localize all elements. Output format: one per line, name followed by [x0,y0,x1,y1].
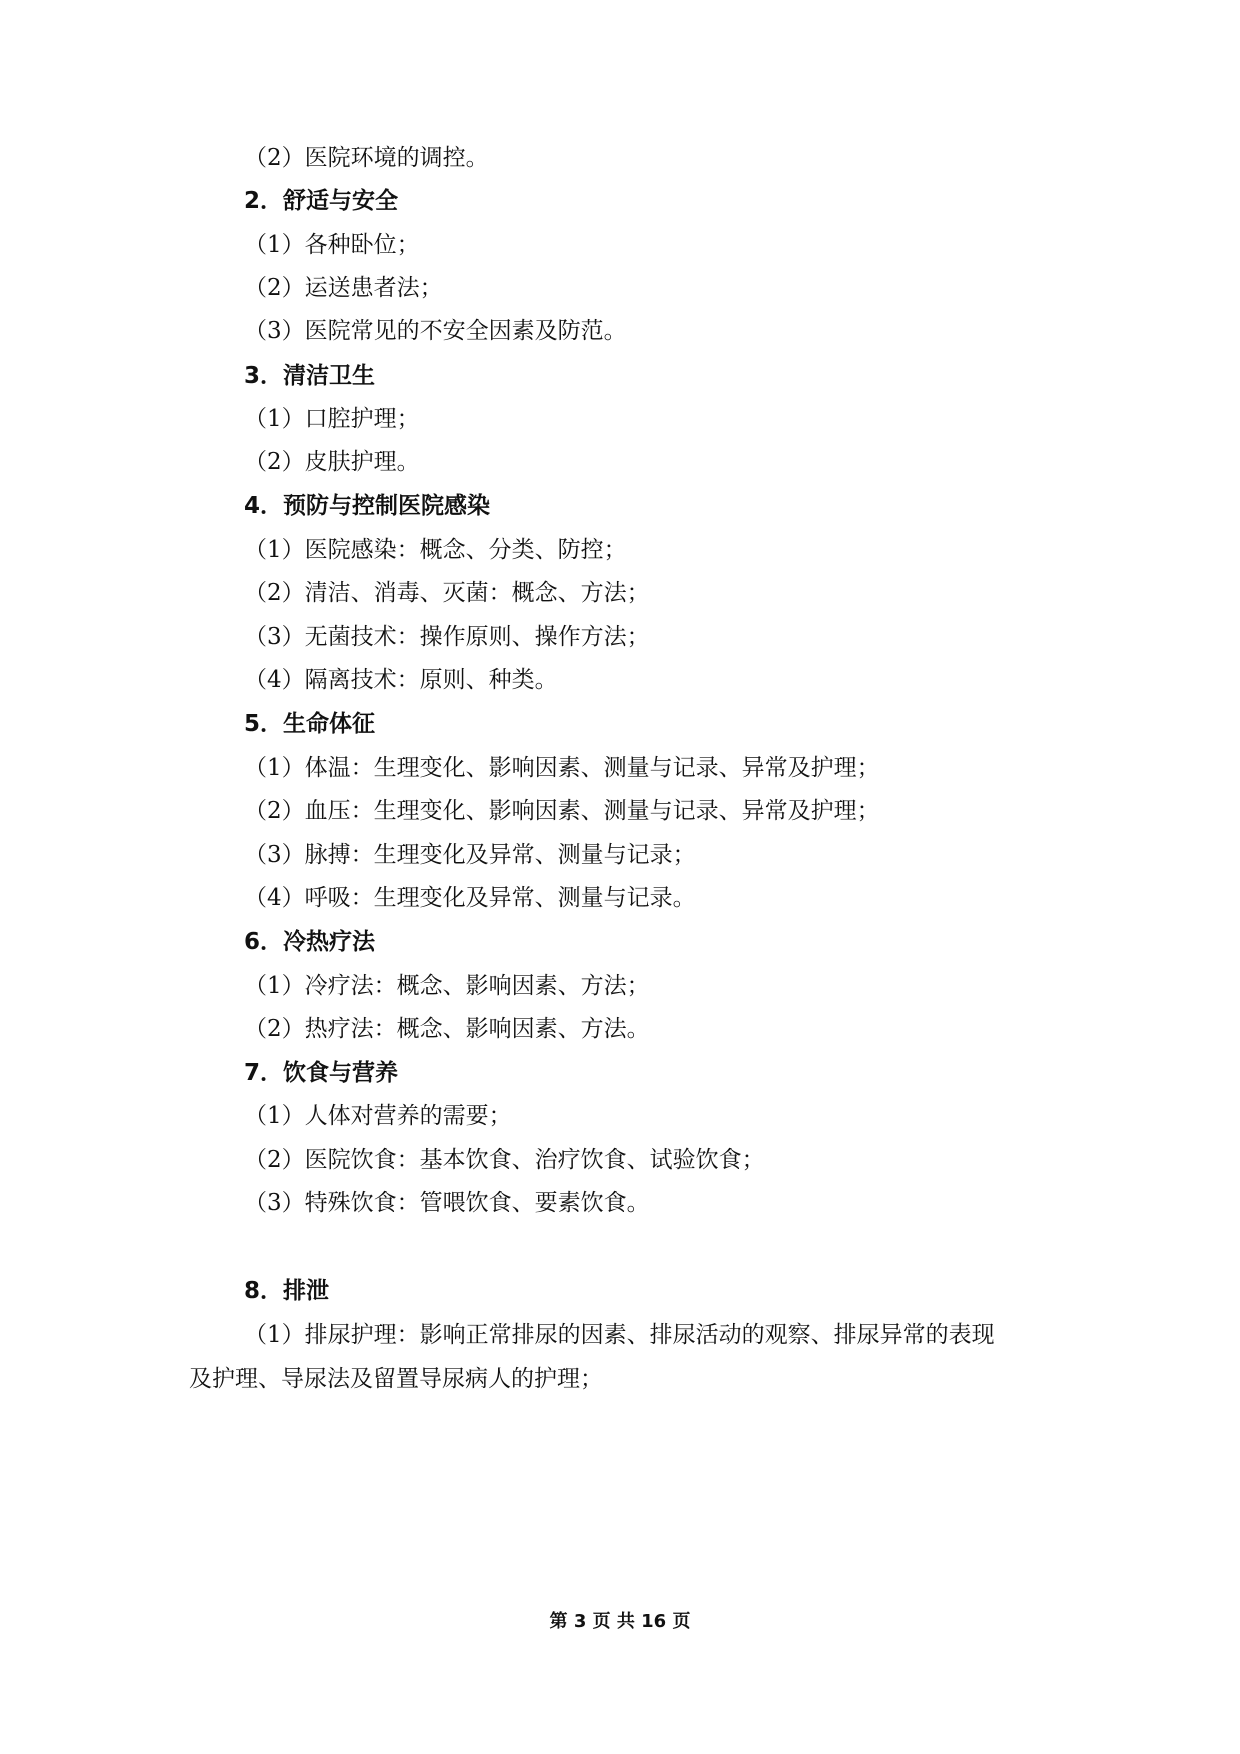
section-heading: 8．排泄 [244,1278,330,1304]
list-item: （4）呼吸：生理变化及异常、测量与记录。 [244,885,696,911]
paragraph-line: （1）排尿护理：影响正常排尿的因素、排尿活动的观察、排尿异常的表现 [244,1322,995,1348]
section-heading: 5．生命体征 [244,711,376,737]
list-item: （4）隔离技术：原则、种类。 [244,667,558,693]
list-item: （3）无菌技术：操作原则、操作方法； [244,624,650,650]
paragraph-line: 及护理、导尿法及留置导尿病人的护理； [189,1366,603,1392]
list-item: （1）各种卧位； [244,232,420,258]
section-heading: 6．冷热疗法 [244,929,376,955]
section-heading: 7．饮食与营养 [244,1060,399,1086]
list-item: （1）体温：生理变化、影响因素、测量与记录、异常及护理； [244,755,880,781]
list-item: （2）医院饮食：基本饮食、治疗饮食、试验饮食； [244,1147,765,1173]
list-item: （2）清洁、消毒、灭菌：概念、方法； [244,580,650,606]
list-item: （1）人体对营养的需要； [244,1103,512,1129]
list-item: （3）脉搏：生理变化及异常、测量与记录； [244,842,696,868]
list-item: （2）血压：生理变化、影响因素、测量与记录、异常及护理； [244,798,880,824]
list-item: （2）热疗法：概念、影响因素、方法。 [244,1016,650,1042]
list-item: （1）口腔护理； [244,406,420,432]
section-heading: 2．舒适与安全 [244,188,399,214]
list-item: （2）运送患者法； [244,275,443,301]
list-item: （3）特殊饮食：管喂饮食、要素饮食。 [244,1190,650,1216]
list-item: （2）医院环境的调控。 [244,145,489,171]
list-item: （1）医院感染：概念、分类、防控； [244,537,627,563]
list-item: （1）冷疗法：概念、影响因素、方法； [244,973,650,999]
section-heading: 3．清洁卫生 [244,363,376,389]
page-footer: 第 3 页 共 16 页 [549,1611,691,1632]
list-item: （2）皮肤护理。 [244,449,420,475]
section-heading: 4．预防与控制医院感染 [244,493,491,519]
list-item: （3）医院常见的不安全因素及防范。 [244,318,627,344]
